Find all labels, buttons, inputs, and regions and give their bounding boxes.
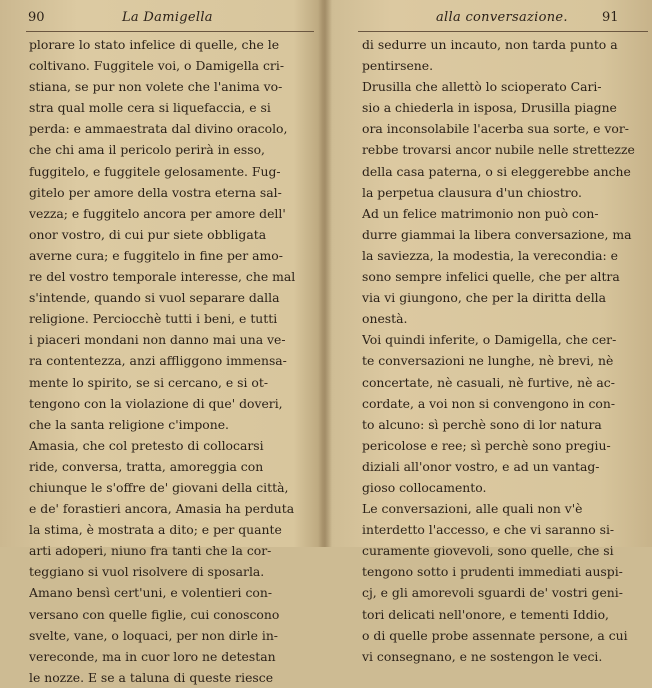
text-line: stiana, se pur non volete che l'anima vo- bbox=[29, 79, 283, 95]
text-line: Le conversazioni, alle quali non v'è bbox=[362, 501, 583, 517]
text-line: le nozze. E se a taluna di queste riesce bbox=[29, 669, 274, 685]
running-head: La Damigella bbox=[122, 10, 213, 25]
text-line: vi consegnano, e ne sostengon le veci. bbox=[362, 648, 603, 664]
text-line: stra qual molle cera si liquefaccia, e si bbox=[29, 100, 271, 116]
text-line: cj, e gli amorevoli sguardi de' vostri geni- bbox=[362, 585, 623, 601]
text-line: ora inconsolabile l'acerba sua sorte, e vor- bbox=[362, 121, 629, 137]
text-line: coltivano. Fuggitele voi, o Damigella cri- bbox=[29, 58, 285, 74]
text-line: pericolose e ree; sì perchè sono pregiu- bbox=[362, 437, 611, 453]
text-line: Amasia, che col pretesto di collocarsi bbox=[29, 437, 264, 453]
text-line: e de' forastieri ancora, Amasia ha perduta bbox=[29, 501, 295, 517]
text-line: la saviezza, la modestia, la verecondia: e bbox=[362, 247, 618, 263]
text-line: vezza; e fuggitelo ancora per amore dell' bbox=[29, 205, 286, 221]
text-line: che la santa religione c'impone. bbox=[29, 416, 229, 432]
text-line: interdetto l'accesso, e che vi saranno si- bbox=[362, 522, 615, 538]
text-line: re del vostro temporale interesse, che mal bbox=[29, 269, 296, 285]
text-line: onor vostro, di cui pur siete obbligata bbox=[29, 226, 267, 242]
text-line: vereconde, ma in cuor loro ne detestan bbox=[29, 648, 276, 664]
text-line: concertate, nè casuali, nè furtive, nè ac- bbox=[362, 374, 615, 390]
text-line: plorare lo stato infelice di quelle, che le bbox=[29, 37, 280, 52]
text-line: che chi ama il pericolo perirà in esso, bbox=[29, 142, 265, 158]
text-line: di sedurre un incauto, non tarda punto a bbox=[362, 37, 618, 52]
text-line: ra contentezza, anzi affliggono immensa- bbox=[29, 353, 287, 369]
text-line: la stima, è mostrata a dito; e per quante bbox=[29, 522, 282, 538]
left-page bbox=[0, 0, 320, 685]
text-line: la perpetua clausura d'un chiostro. bbox=[362, 184, 582, 200]
text-line: teggiano si vuol risolvere di sposarla. bbox=[29, 564, 265, 580]
header-rule bbox=[358, 31, 648, 32]
text-line: tengono sotto i prudenti immediati auspi- bbox=[362, 564, 623, 580]
text-line: religione. Perciocchè tutti i beni, e tutti bbox=[29, 311, 278, 327]
text-line: perda: e ammaestrata dal divino oracolo, bbox=[29, 121, 288, 137]
text-line: durre giammai la libera conversazione, ma bbox=[362, 226, 632, 242]
page-number: 90 bbox=[28, 10, 45, 25]
header-rule bbox=[26, 31, 314, 32]
text-line: diziali all'onor vostro, e ad un vantag- bbox=[362, 458, 600, 474]
text-line: Voi quindi inferite, o Damigella, che cer- bbox=[362, 332, 617, 348]
text-line: Ad un felice matrimonio non può con- bbox=[362, 205, 599, 221]
text-line: gitelo per amore della vostra eterna sal- bbox=[29, 184, 282, 200]
right-page bbox=[326, 0, 652, 664]
text-line: sio a chiederla in isposa, Drusilla piagne bbox=[362, 100, 617, 116]
text-line: mente lo spirito, se si cercano, e si ot- bbox=[29, 374, 269, 390]
text-line: averne cura; e fuggitelo in fine per amo- bbox=[29, 247, 283, 263]
text-line: via vi giungono, che per la diritta della bbox=[362, 290, 607, 306]
text-line: tengono con la violazione di que' doveri, bbox=[29, 395, 283, 411]
text-line: chiunque le s'offre de' giovani della città, bbox=[29, 479, 289, 495]
text-line: versano con quelle figlie, cui conoscono bbox=[29, 606, 280, 622]
text-line: pentirsene. bbox=[362, 58, 434, 74]
text-line: fuggitelo, e fuggitele gelosamente. Fug- bbox=[29, 163, 281, 179]
text-body bbox=[29, 34, 319, 688]
text-line: ride, conversa, tratta, amoreggia con bbox=[29, 458, 264, 474]
text-line: curamente giovevoli, sono quelle, che si bbox=[362, 543, 614, 559]
text-line: svelte, vane, o loquaci, per non dirle in- bbox=[29, 627, 278, 643]
text-line: gioso collocamento. bbox=[362, 479, 487, 495]
text-line: Drusilla che allettò lo scioperato Cari- bbox=[362, 79, 602, 95]
text-line: arti adoperi, niuno fra tanti che la cor- bbox=[29, 543, 272, 559]
running-head: alla conversazione. bbox=[436, 10, 568, 25]
text-line: rebbe trovarsi ancor nubile nelle strettezze bbox=[362, 142, 635, 158]
text-line: Amano bensì cert'uni, e volentieri con- bbox=[29, 585, 273, 601]
text-line: to alcuno: sì perchè sono di lor natura bbox=[362, 416, 602, 432]
page-number: 91 bbox=[602, 10, 619, 25]
text-line: della casa paterna, o si eleggerebbe anche bbox=[362, 163, 631, 179]
text-line: onestà. bbox=[362, 311, 408, 327]
text-body bbox=[362, 34, 650, 667]
text-line: cordate, a voi non si convengono in con- bbox=[362, 395, 616, 411]
text-line: o di quelle probe assennate persone, a cui bbox=[362, 627, 628, 643]
text-line: tori delicati nell'onore, e tementi Iddio, bbox=[362, 606, 609, 622]
text-line: sono sempre infelici quelle, che per altra bbox=[362, 269, 620, 285]
text-line: te conversazioni ne lunghe, nè brevi, nè bbox=[362, 353, 614, 369]
text-line: i piaceri mondani non danno mai una ve- bbox=[29, 332, 286, 348]
text-line: s'intende, quando si vuol separare dalla bbox=[29, 290, 280, 306]
